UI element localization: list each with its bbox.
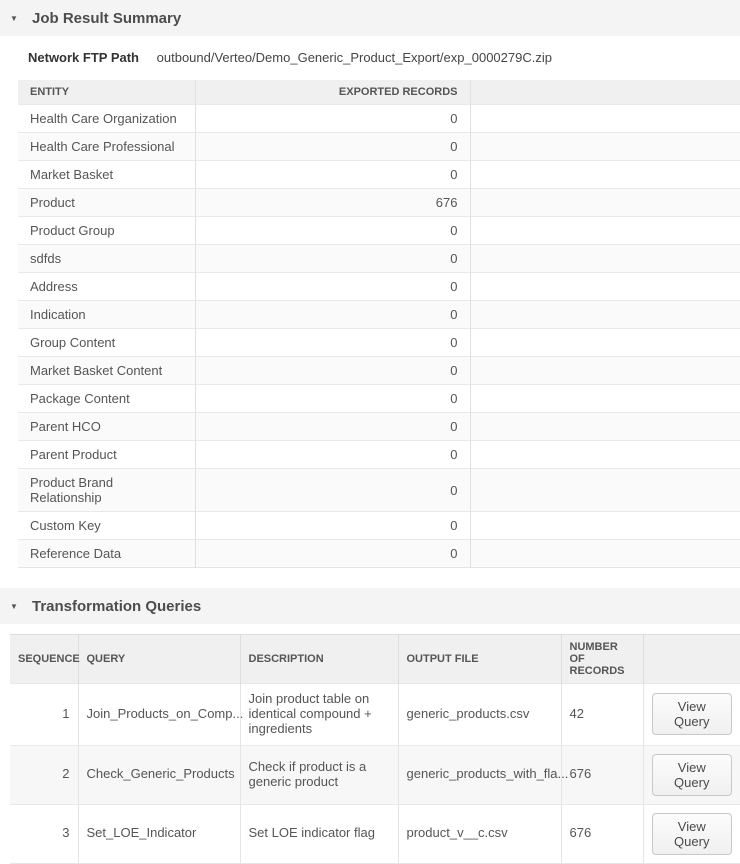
entity-name-cell: Reference Data bbox=[18, 540, 195, 568]
entity-table-row bbox=[18, 357, 740, 385]
empty-cell bbox=[470, 161, 740, 189]
exported-records-cell: 0 bbox=[195, 441, 470, 469]
entity-table-row bbox=[18, 469, 740, 512]
view-query-button[interactable]: View Query bbox=[652, 693, 733, 735]
entity-table-row bbox=[18, 217, 740, 245]
section-title-transformation-queries: Transformation Queries bbox=[32, 597, 202, 615]
entity-name-cell: Group Content bbox=[18, 329, 195, 357]
actions-column-header bbox=[643, 635, 740, 684]
entity-name-cell: Product bbox=[18, 189, 195, 217]
entity-name-cell: Health Care Professional bbox=[18, 133, 195, 161]
entity-table-row bbox=[18, 161, 740, 189]
entity-table-row bbox=[18, 189, 740, 217]
entity-name-cell: Parent Product bbox=[18, 441, 195, 469]
entity-name-cell: Health Care Organization bbox=[18, 105, 195, 133]
empty-cell bbox=[470, 469, 740, 512]
exported-records-cell: 0 bbox=[195, 385, 470, 413]
entity-table-row bbox=[18, 512, 740, 540]
entity-name-cell: Custom Key bbox=[18, 512, 195, 540]
transformation-queries-table bbox=[10, 634, 740, 864]
number-of-records-cell: 676 bbox=[561, 804, 643, 863]
section-title-job-result-summary: Job Result Summary bbox=[32, 9, 182, 27]
empty-cell bbox=[470, 540, 740, 568]
entity-table-row bbox=[18, 329, 740, 357]
exported-records-cell: 0 bbox=[195, 540, 470, 568]
entity-name-cell: Parent HCO bbox=[18, 413, 195, 441]
entity-name-cell: Indication bbox=[18, 301, 195, 329]
exported-records-cell: 0 bbox=[195, 245, 470, 273]
empty-cell bbox=[470, 441, 740, 469]
transformation-queries-section bbox=[0, 588, 740, 864]
query-name-cell: Check_Generic_Products bbox=[78, 745, 240, 804]
query-table-row bbox=[10, 684, 740, 746]
actions-cell bbox=[643, 804, 740, 863]
empty-cell bbox=[470, 189, 740, 217]
output-file-cell: product_v__c.csv bbox=[398, 804, 561, 863]
sequence-cell: 2 bbox=[10, 745, 78, 804]
network-ftp-path-row bbox=[0, 36, 740, 80]
entity-table-row bbox=[18, 413, 740, 441]
number-of-records-column-header: NUMBER OF RECORDS bbox=[561, 635, 643, 684]
entity-table-row bbox=[18, 540, 740, 568]
empty-cell bbox=[470, 217, 740, 245]
number-of-records-cell: 42 bbox=[561, 684, 643, 746]
empty-cell bbox=[470, 413, 740, 441]
entity-table-row bbox=[18, 105, 740, 133]
exported-records-cell: 0 bbox=[195, 133, 470, 161]
empty-cell bbox=[470, 385, 740, 413]
entity-table-row bbox=[18, 441, 740, 469]
output-file-cell: generic_products.csv bbox=[398, 684, 561, 746]
exported-records-cell: 0 bbox=[195, 357, 470, 385]
collapse-triangle-icon[interactable]: ▼ bbox=[10, 13, 18, 23]
exported-records-cell: 0 bbox=[195, 301, 470, 329]
query-table-row bbox=[10, 745, 740, 804]
entity-table-row bbox=[18, 301, 740, 329]
number-of-records-cell: 676 bbox=[561, 745, 643, 804]
exported-records-cell: 676 bbox=[195, 189, 470, 217]
empty-cell bbox=[470, 301, 740, 329]
empty-cell bbox=[470, 133, 740, 161]
empty-column-header bbox=[470, 80, 740, 105]
query-name-cell: Join_Products_on_Comp... bbox=[78, 684, 240, 746]
exported-records-cell: 0 bbox=[195, 217, 470, 245]
output-file-column-header: OUTPUT FILE bbox=[398, 635, 561, 684]
entity-name-cell: Product Brand Relationship bbox=[18, 469, 195, 512]
entity-table-row bbox=[18, 385, 740, 413]
output-file-cell: generic_products_with_fla... bbox=[398, 745, 561, 804]
description-cell: Join product table on identical compound + ingredients bbox=[240, 684, 398, 746]
exported-records-cell: 0 bbox=[195, 161, 470, 189]
empty-cell bbox=[470, 245, 740, 273]
description-cell: Set LOE indicator flag bbox=[240, 804, 398, 863]
entity-name-cell: Market Basket Content bbox=[18, 357, 195, 385]
query-column-header: QUERY bbox=[78, 635, 240, 684]
exported-records-cell: 0 bbox=[195, 469, 470, 512]
entity-name-cell: Product Group bbox=[18, 217, 195, 245]
empty-cell bbox=[470, 357, 740, 385]
empty-cell bbox=[470, 273, 740, 301]
empty-cell bbox=[470, 512, 740, 540]
section-header-transformation-queries[interactable] bbox=[0, 588, 740, 624]
collapse-triangle-icon[interactable]: ▼ bbox=[10, 601, 18, 611]
network-ftp-path-label: Network FTP Path bbox=[28, 50, 140, 65]
entity-name-cell: Package Content bbox=[18, 385, 195, 413]
sequence-column-header: SEQUENCE bbox=[10, 635, 78, 684]
network-ftp-path-value: outbound/Verteo/Demo_Generic_Product_Export/exp_0000279C.zip bbox=[156, 50, 552, 65]
actions-cell bbox=[643, 684, 740, 746]
section-header-job-result-summary[interactable] bbox=[0, 0, 740, 36]
entity-name-cell: Market Basket bbox=[18, 161, 195, 189]
actions-cell bbox=[643, 745, 740, 804]
view-query-button[interactable]: View Query bbox=[652, 754, 733, 796]
entity-name-cell: sdfds bbox=[18, 245, 195, 273]
empty-cell bbox=[470, 329, 740, 357]
exported-records-cell: 0 bbox=[195, 329, 470, 357]
description-column-header: DESCRIPTION bbox=[240, 635, 398, 684]
entity-table-row bbox=[18, 273, 740, 301]
exported-records-column-header: EXPORTED RECORDS bbox=[195, 80, 470, 105]
exported-records-cell: 0 bbox=[195, 273, 470, 301]
query-table-header-row bbox=[10, 635, 740, 684]
entity-name-cell: Address bbox=[18, 273, 195, 301]
empty-cell bbox=[470, 105, 740, 133]
entity-table-row bbox=[18, 133, 740, 161]
entity-column-header: ENTITY bbox=[18, 80, 195, 105]
description-cell: Check if product is a generic product bbox=[240, 745, 398, 804]
entity-table bbox=[18, 80, 740, 568]
query-name-cell: Set_LOE_Indicator bbox=[78, 804, 240, 863]
exported-records-cell: 0 bbox=[195, 105, 470, 133]
view-query-button[interactable]: View Query bbox=[652, 813, 733, 855]
exported-records-cell: 0 bbox=[195, 512, 470, 540]
query-table-row bbox=[10, 804, 740, 863]
sequence-cell: 1 bbox=[10, 684, 78, 746]
sequence-cell: 3 bbox=[10, 804, 78, 863]
entity-table-row bbox=[18, 245, 740, 273]
entity-table-header-row bbox=[18, 80, 740, 105]
exported-records-cell: 0 bbox=[195, 413, 470, 441]
